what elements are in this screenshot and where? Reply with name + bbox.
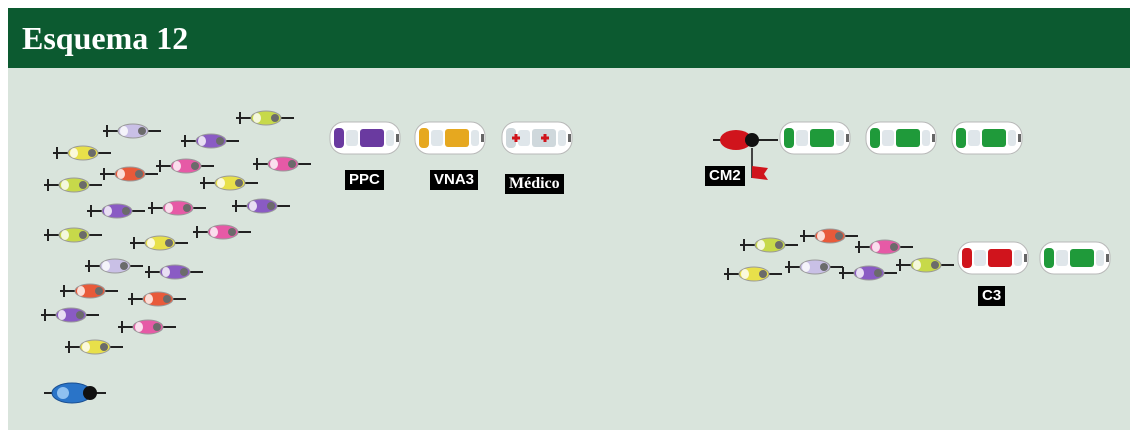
cyclist-icon [53, 146, 111, 160]
cyclist-icon [100, 167, 158, 181]
lead-motorbike-icon [44, 383, 106, 403]
label-ppc: PPC [345, 170, 384, 190]
cyclist-icon [44, 228, 102, 242]
label-c3: C3 [978, 286, 1005, 306]
cyclist-icon [740, 238, 798, 252]
ppc-car-icon [330, 122, 400, 154]
cyclist-icon [181, 134, 239, 148]
cyclist-icon [44, 178, 102, 192]
label-medico: Médico [505, 174, 564, 194]
cyclist-icon [236, 111, 294, 125]
vehicles-group [330, 122, 1110, 274]
cyclist-icon [41, 308, 99, 322]
cyclist-icon [785, 260, 843, 274]
page-title: Esquema 12 [22, 20, 189, 56]
cyclist-icon [193, 225, 251, 239]
vna3-car-icon [415, 122, 485, 154]
team-car-icon [866, 122, 936, 154]
team-car-icon [780, 122, 850, 154]
race-diagram [8, 8, 1130, 430]
cyclist-icon [800, 229, 858, 243]
flag-icon [752, 166, 768, 180]
cyclist-icon [85, 259, 143, 273]
cyclist-icon [148, 201, 206, 215]
cyclist-icon [896, 258, 954, 272]
cyclist-icon [128, 292, 186, 306]
cyclist-icon [103, 124, 161, 138]
cyclist-icon [145, 265, 203, 279]
c3-car-icon [958, 242, 1028, 274]
cyclist-icon [839, 266, 897, 280]
label-cm2: CM2 [705, 166, 745, 186]
cyclist-icon [156, 159, 214, 173]
peloton-group [41, 111, 954, 403]
cyclist-icon [130, 236, 188, 250]
cyclist-icon [253, 157, 311, 171]
cyclist-icon [200, 176, 258, 190]
label-vna3: VNA3 [430, 170, 478, 190]
cyclist-icon [232, 199, 290, 213]
cyclist-icon [724, 267, 782, 281]
diagram-frame [8, 8, 1130, 430]
cyclist-icon [65, 340, 123, 354]
cyclist-icon [87, 204, 145, 218]
cyclist-icon [855, 240, 913, 254]
team-car-icon [1040, 242, 1110, 274]
cyclist-icon [118, 320, 176, 334]
medico-car-icon [502, 122, 572, 154]
team-car-icon [952, 122, 1022, 154]
cyclist-icon [60, 284, 118, 298]
